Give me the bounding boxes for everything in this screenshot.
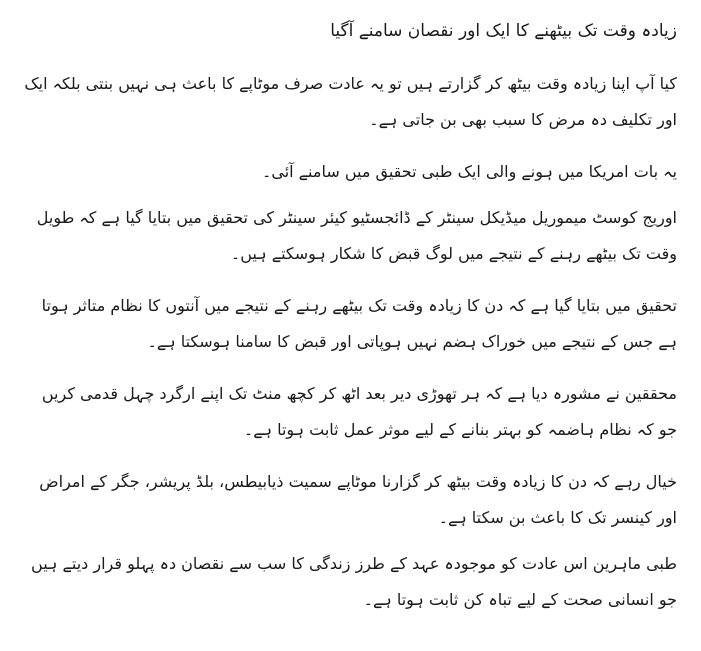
paragraph-7: طبی ماہرین اس عادت کو موجودہ عہد کے طرز زندگی کا سب سے نقصان دہ پہلو قرار دیتے ہیں جو انسانی صحت کے لیے تباہ کن ثابت ہوتا ہے۔ <box>31 554 677 609</box>
paragraph-1: کیا آپ اپنا زیادہ وقت بیٹھ کر گزارتے ہیں تو یہ عادت صرف موٹاپے کا باعث ہی نہیں بنتی بلکہ ایک اور تکلیف دہ مرض کا سبب بھی بن جاتی ہے۔ <box>24 74 677 129</box>
paragraph-5: محققین نے مشورہ دیا ہے کہ ہر تھوڑی دیر بعد اٹھ کر کچھ منٹ تک اپنے ارگرد چہل قدمی کریں جو کہ نظام ہاضمہ کو بہتر بنانے کے لیے موثر عمل ثابت ہوتا ہے۔ <box>41 384 677 439</box>
paragraph-4: تحقیق میں بتایا گیا ہے کہ دن کا زیادہ وقت تک بیٹھے رہنے کے نتیجے میں آنتوں کا نظام متاثر ہوتا ہے جس کے نتیجے میں خوراک ہضم نہیں ہوپاتی اور قبض کا سامنا ہوسکتا ہے۔ <box>41 296 677 351</box>
paragraph-2: یہ بات امریکا میں ہونے والی ایک طبی تحقیق میں سامنے آئی۔ <box>261 162 677 181</box>
article-title: زیادہ وقت تک بیٹھنے کا ایک اور نقصان سامنے آگیا <box>330 21 677 41</box>
paragraph-6: خیال رہے کہ دن کا زیادہ وقت بیٹھ کر گزارنا موٹاپے سمیت ذیابیطس، بلڈ پریشر، جگر کے امراض اور کینسر تک کا باعث بن سکتا ہے۔ <box>39 472 677 527</box>
paragraph-3: اوریج کوسٹ میموریل میڈیکل سینٹر کے ڈائجسٹیو کیئر سینٹر کی تحقیق میں بتایا گیا ہے کہ طویل وقت تک بیٹھے رہنے کے نتیجے میں لوگ قبض کا شکار ہوسکتے ہیں۔ <box>36 208 677 263</box>
